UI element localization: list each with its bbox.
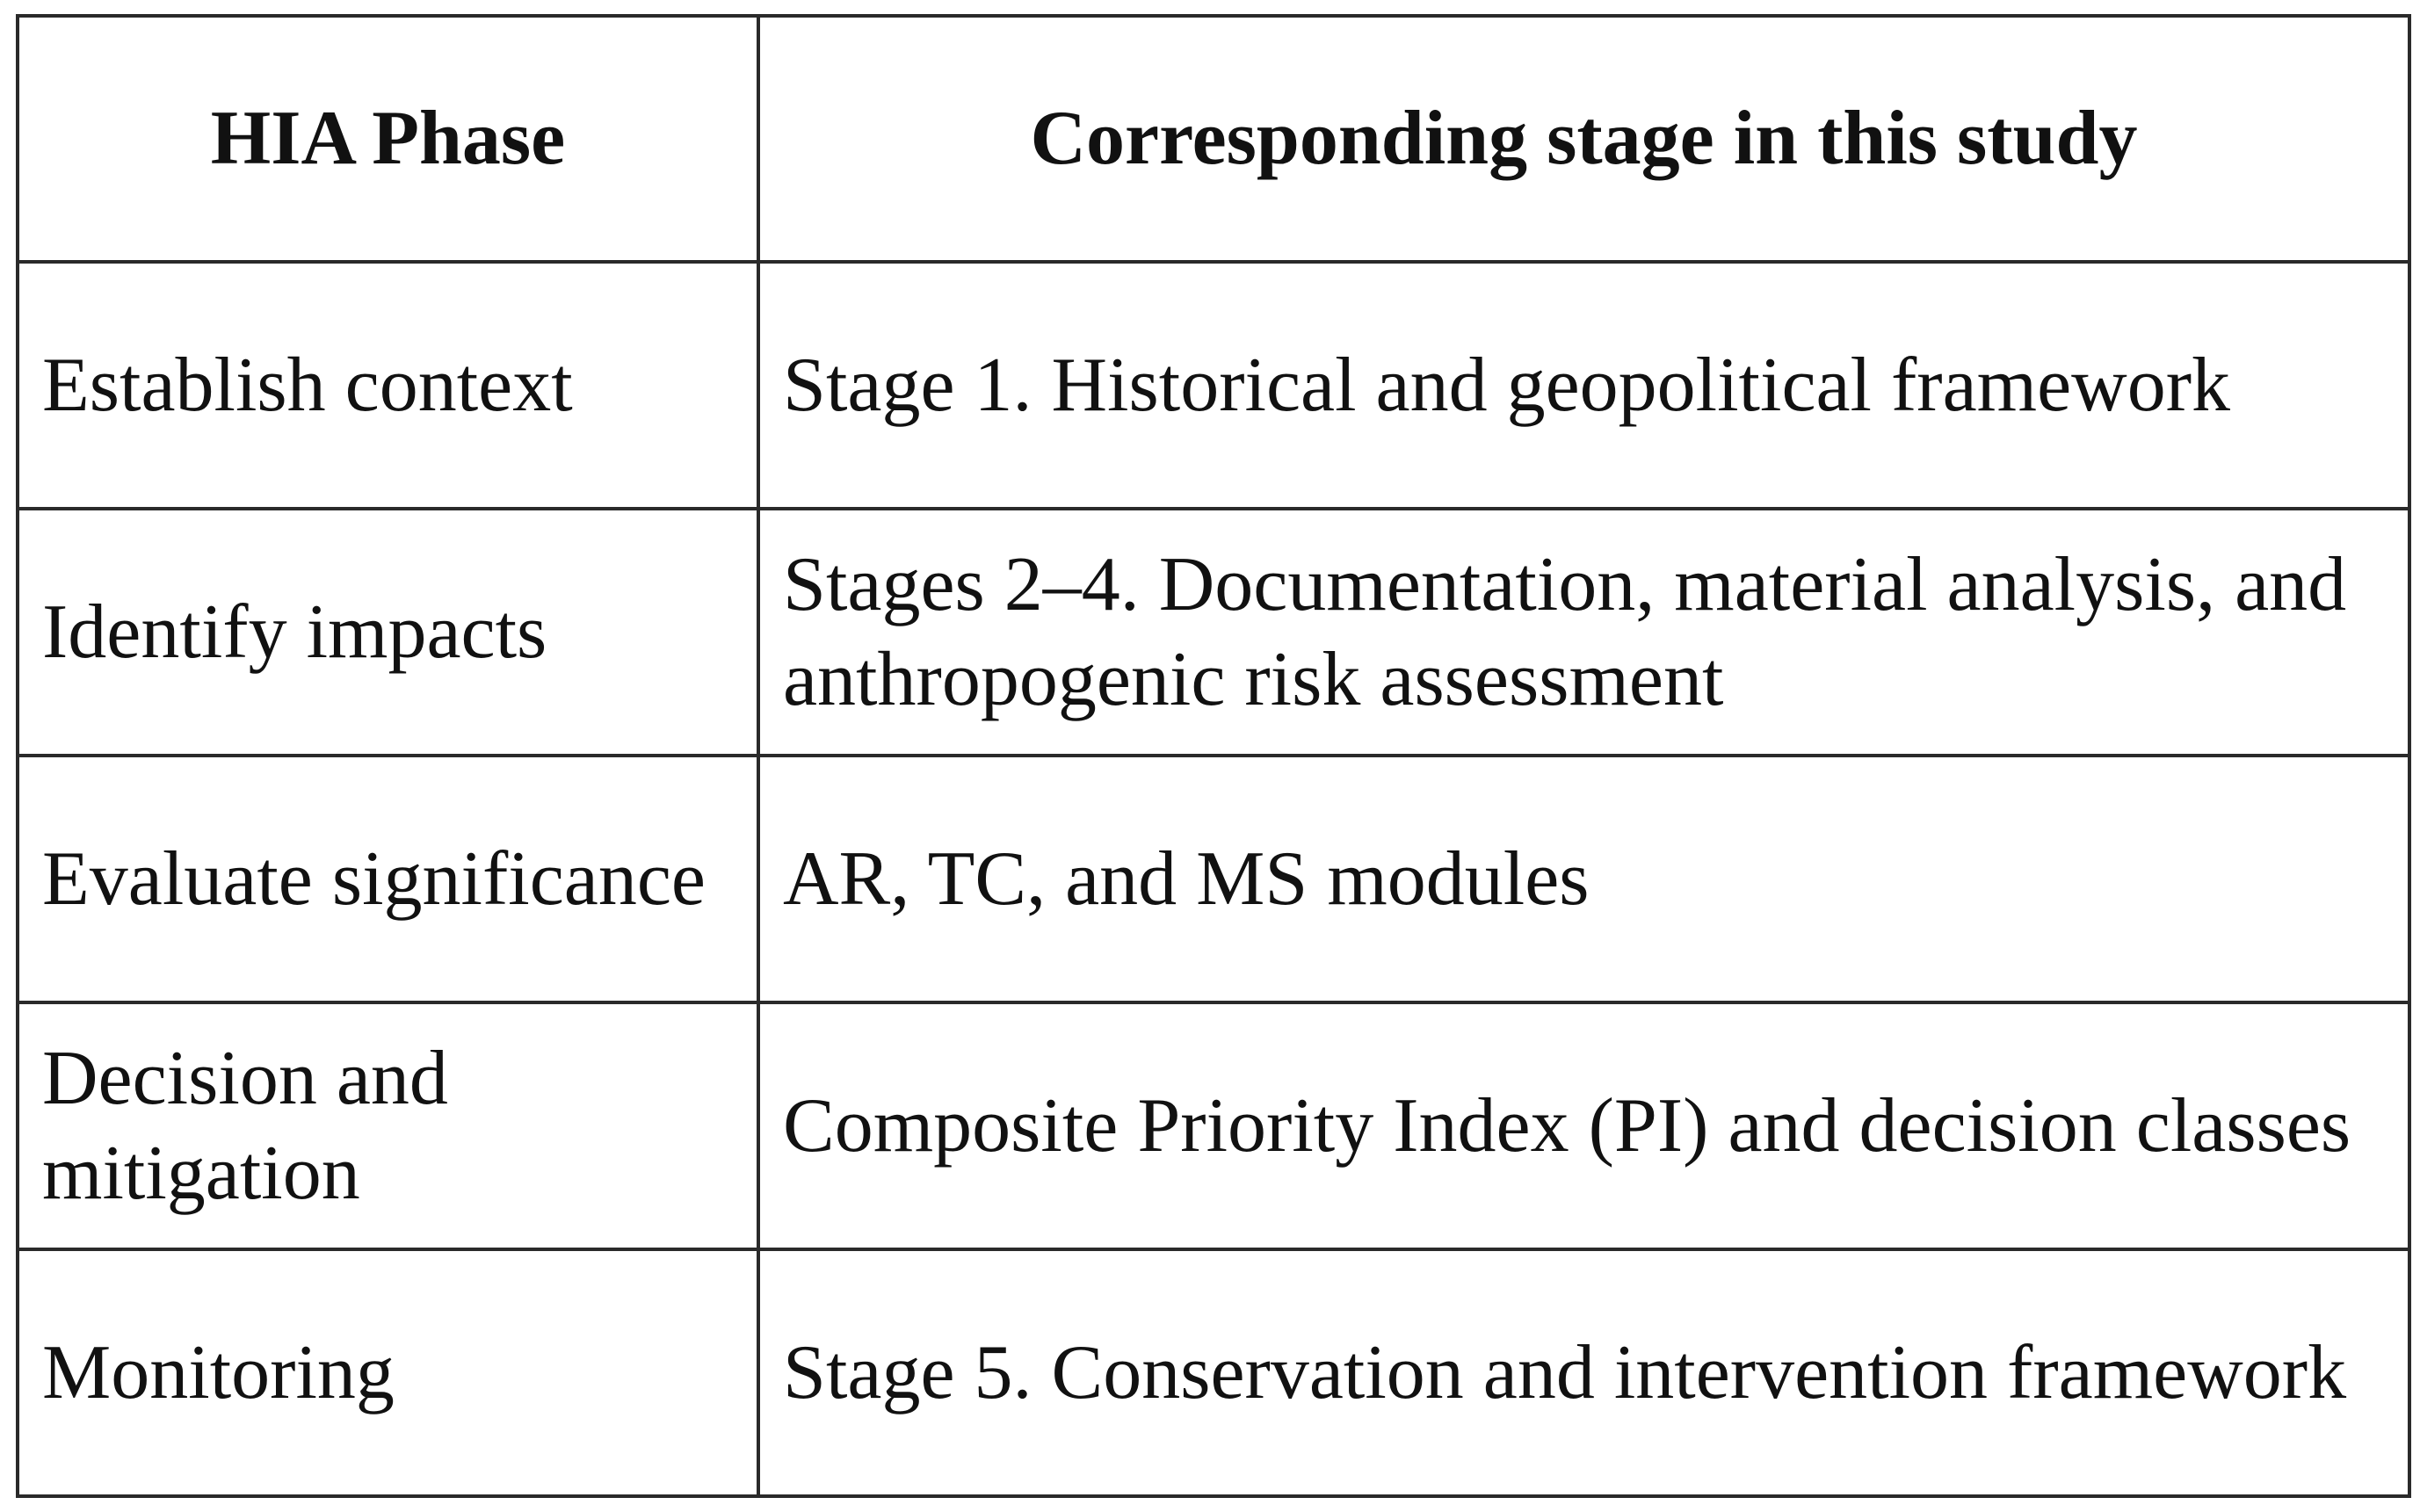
header-corresponding-stage: Corresponding stage in this study bbox=[758, 16, 2409, 262]
cell-phase: Identify impacts bbox=[18, 509, 758, 756]
table-header-row bbox=[18, 16, 2409, 262]
cell-stage: Stages 2–4. Documentation, material analysis, and anthropogenic risk assessment bbox=[758, 509, 2409, 756]
cell-stage: AR, TC, and MS modules bbox=[758, 756, 2409, 1002]
header-hia-phase: HIA Phase bbox=[18, 16, 758, 262]
table-row bbox=[18, 1249, 2409, 1496]
cell-stage: Composite Priority Index (PI) and decision classes bbox=[758, 1002, 2409, 1249]
cell-phase: Evaluate significance bbox=[18, 756, 758, 1002]
table-row bbox=[18, 1002, 2409, 1249]
cell-phase: Establish context bbox=[18, 262, 758, 509]
cell-stage: Stage 5. Conservation and intervention framework bbox=[758, 1249, 2409, 1496]
table-row bbox=[18, 756, 2409, 1002]
cell-stage: Stage 1. Historical and geopolitical framework bbox=[758, 262, 2409, 509]
table-row bbox=[18, 509, 2409, 756]
table-row bbox=[18, 262, 2409, 509]
cell-phase: Monitoring bbox=[18, 1249, 758, 1496]
hia-phase-table bbox=[16, 14, 2411, 1498]
cell-phase: Decision and mitigation bbox=[18, 1002, 758, 1249]
hia-table-container bbox=[16, 14, 2408, 1497]
